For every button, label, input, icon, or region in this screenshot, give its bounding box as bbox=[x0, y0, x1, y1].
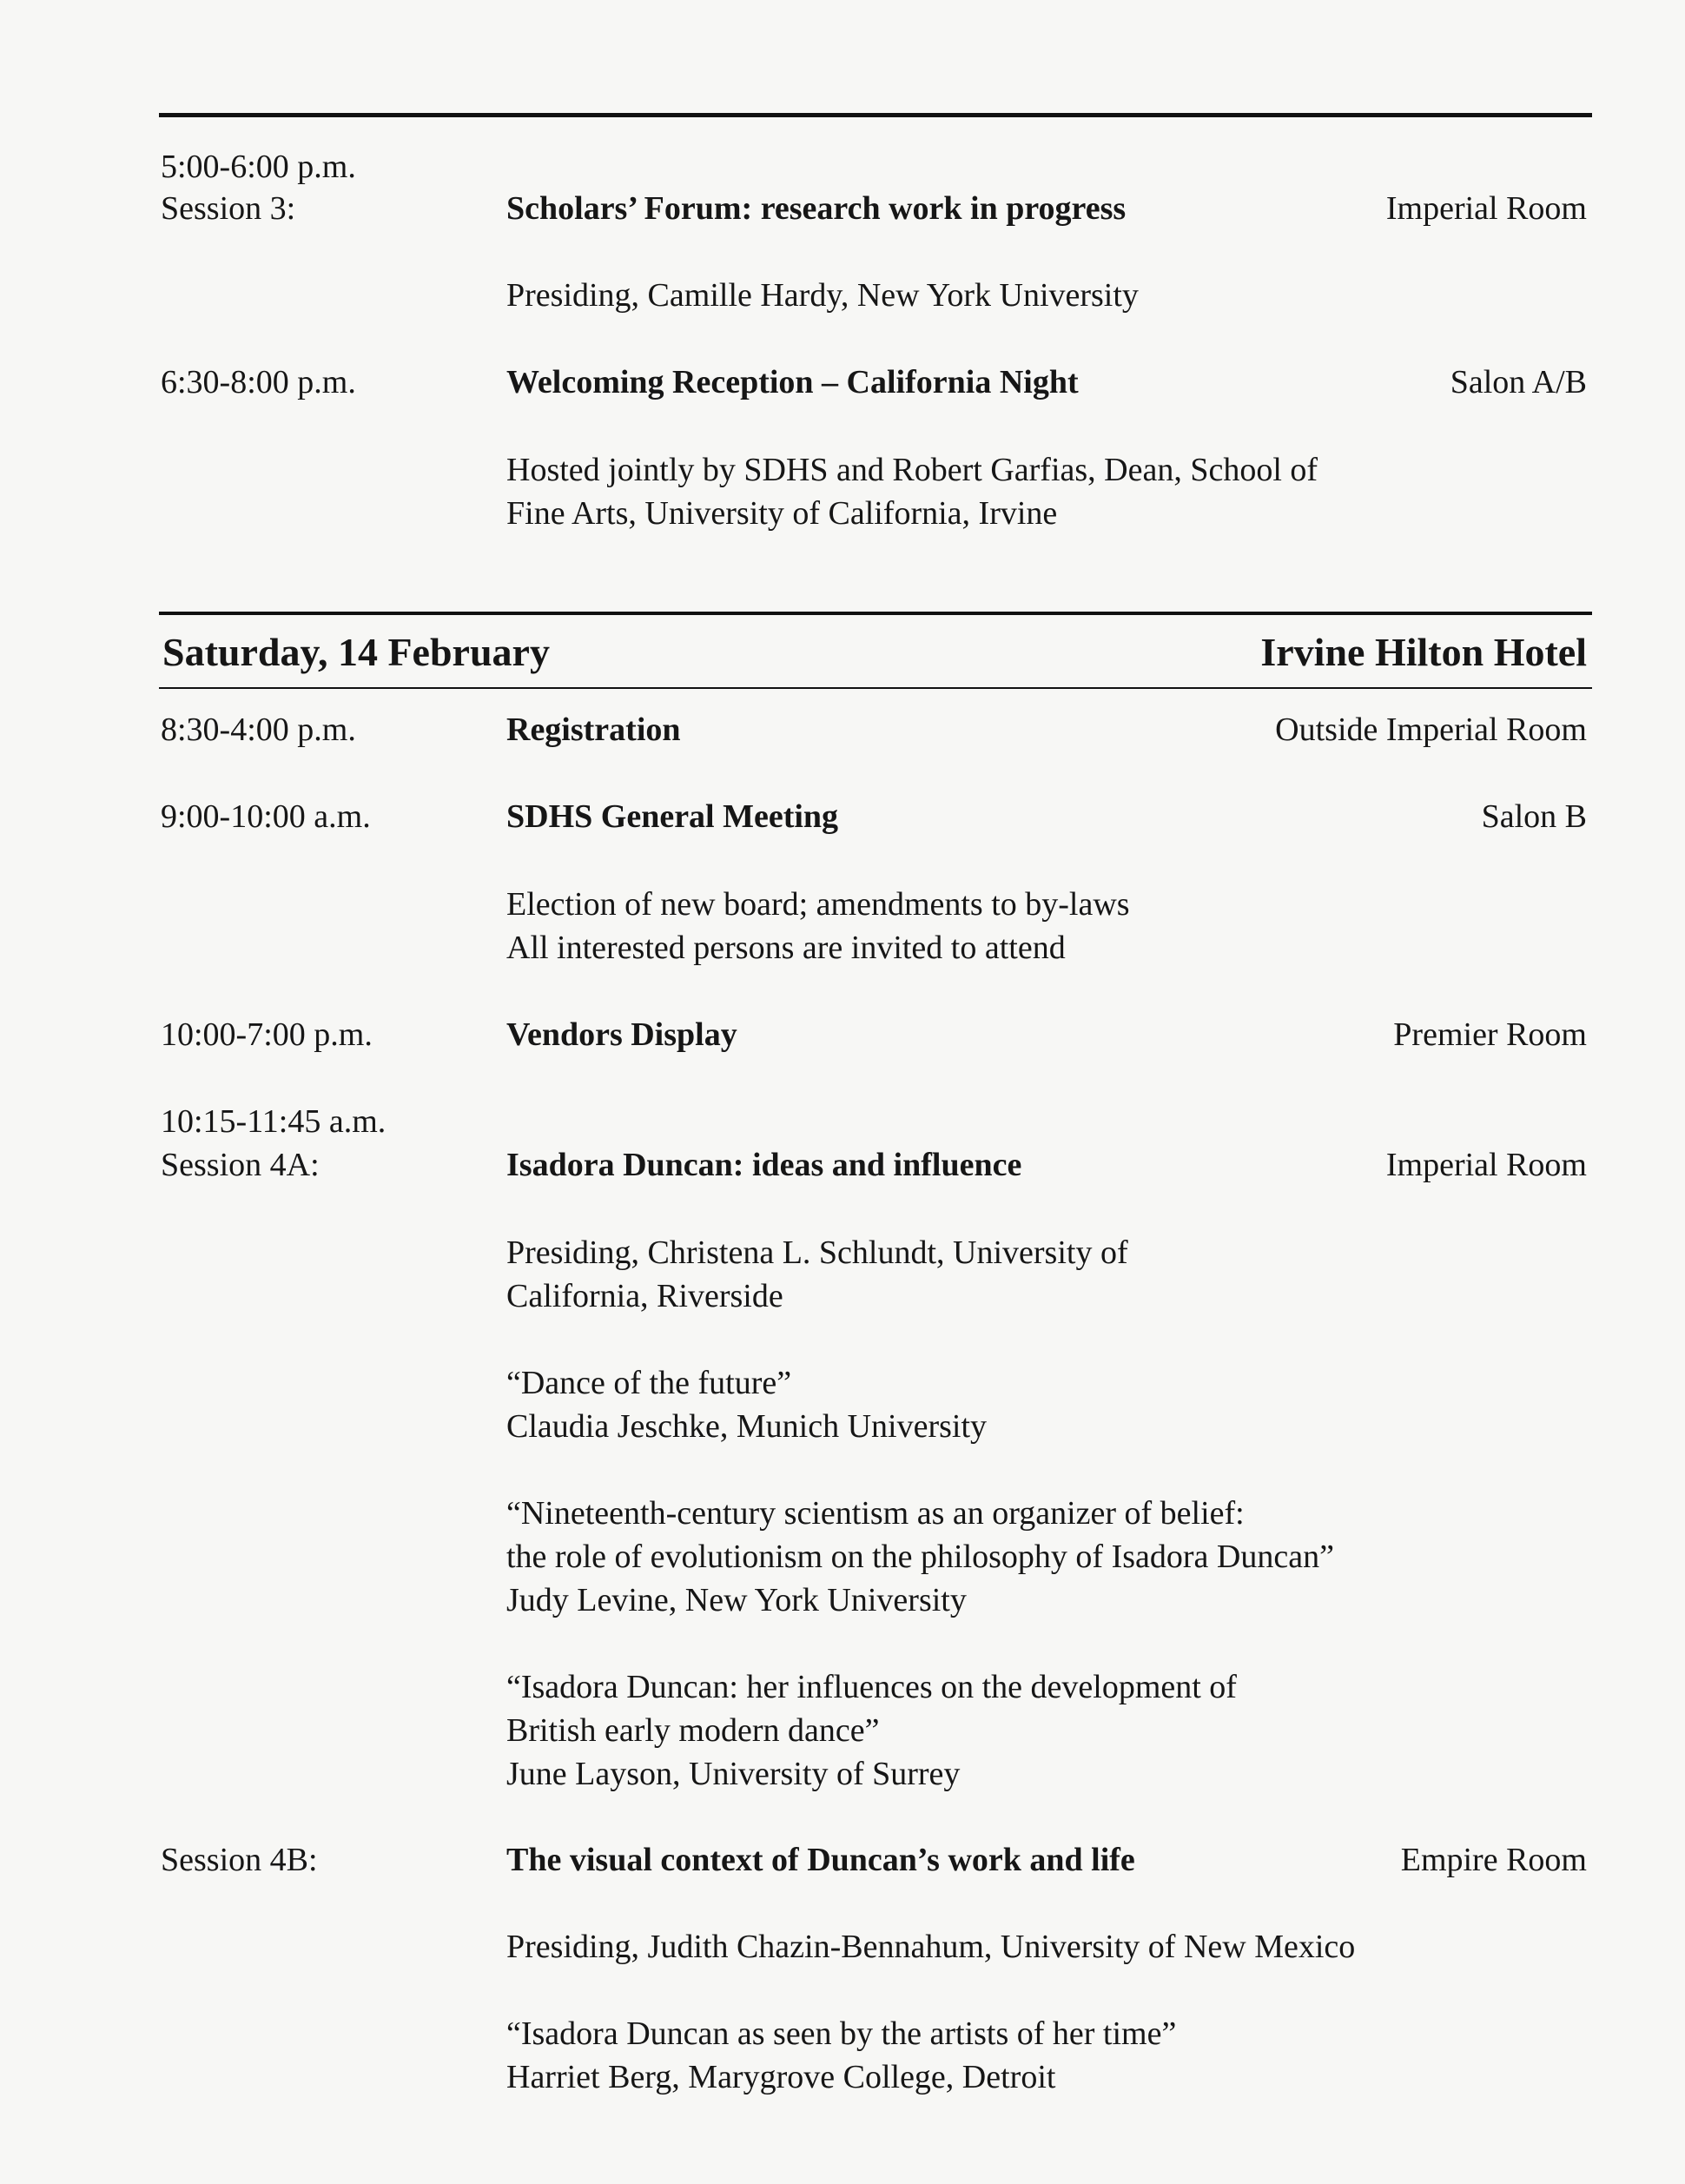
paper-author: Claudia Jeschke, Munich University bbox=[506, 1408, 988, 1445]
session4b-presiding: Presiding, Judith Chazin-Bennahum, University of New Mexico bbox=[506, 1929, 1356, 1965]
reception-room: Salon A/B bbox=[1450, 364, 1587, 400]
day-header-underline bbox=[159, 687, 1592, 689]
session4a-label: Session 4A: bbox=[161, 1147, 320, 1183]
session4b-room: Empire Room bbox=[1400, 1842, 1587, 1878]
session4a-presiding-line2: California, Riverside bbox=[506, 1278, 783, 1314]
session4b-title: The visual context of Duncan’s work and life bbox=[506, 1842, 1135, 1878]
registration-title: Registration bbox=[506, 711, 681, 748]
paper-title: “Nineteenth-century scientism as an organizer of belief: bbox=[506, 1495, 1245, 1532]
session3-room: Imperial Room bbox=[1385, 190, 1587, 227]
session4a-time: 10:15-11:45 a.m. bbox=[161, 1103, 387, 1140]
session3-title: Scholars’ Forum: research work in progress bbox=[506, 190, 1127, 227]
paper-title: “Isadora Duncan: her influences on the development of bbox=[506, 1669, 1237, 1705]
paper-author: Judy Levine, New York University bbox=[506, 1582, 967, 1618]
reception-time: 6:30-8:00 p.m. bbox=[161, 364, 356, 400]
top-rule bbox=[159, 113, 1592, 117]
session4a-presiding-line1: Presiding, Christena L. Schlundt, University of bbox=[506, 1234, 1128, 1271]
session3-time: 5:00-6:00 p.m. bbox=[161, 149, 356, 185]
meeting-note-line2: All interested persons are invited to attend bbox=[506, 930, 1066, 966]
paper-author: June Layson, University of Surrey bbox=[506, 1756, 961, 1792]
session4a-room: Imperial Room bbox=[1385, 1147, 1587, 1183]
reception-note-line1: Hosted jointly by SDHS and Robert Garfias, Dean, School of bbox=[506, 452, 1318, 488]
paper-title: “Dance of the future” bbox=[506, 1365, 792, 1401]
vendors-room: Premier Room bbox=[1393, 1016, 1587, 1053]
vendors-time: 10:00-7:00 p.m. bbox=[161, 1016, 373, 1053]
paper-title-cont: British early modern dance” bbox=[506, 1712, 880, 1749]
day-header-rule bbox=[159, 612, 1592, 615]
meeting-title: SDHS General Meeting bbox=[506, 798, 839, 835]
meeting-time: 9:00-10:00 a.m. bbox=[161, 798, 371, 835]
venue-title: Irvine Hilton Hotel bbox=[1260, 630, 1587, 674]
reception-title: Welcoming Reception – California Night bbox=[506, 364, 1079, 400]
meeting-room: Salon B bbox=[1481, 798, 1587, 835]
day-title: Saturday, 14 February bbox=[162, 630, 550, 674]
paper-title: “Isadora Duncan as seen by the artists of her time” bbox=[506, 2015, 1177, 2052]
meeting-note-line1: Election of new board; amendments to by-laws bbox=[506, 886, 1130, 923]
session3-label: Session 3: bbox=[161, 190, 296, 227]
paper-title-cont: the role of evolutionism on the philosophy of Isadora Duncan” bbox=[506, 1539, 1334, 1575]
session4a-title: Isadora Duncan: ideas and influence bbox=[506, 1147, 1022, 1183]
registration-time: 8:30-4:00 p.m. bbox=[161, 711, 356, 748]
vendors-title: Vendors Display bbox=[506, 1016, 737, 1053]
paper-author: Harriet Berg, Marygrove College, Detroit bbox=[506, 2059, 1056, 2095]
registration-room: Outside Imperial Room bbox=[1275, 711, 1587, 748]
session4b-label: Session 4B: bbox=[161, 1842, 318, 1878]
reception-note-line2: Fine Arts, University of California, Irvine bbox=[506, 495, 1058, 532]
session3-presiding: Presiding, Camille Hardy, New York University bbox=[506, 277, 1139, 314]
